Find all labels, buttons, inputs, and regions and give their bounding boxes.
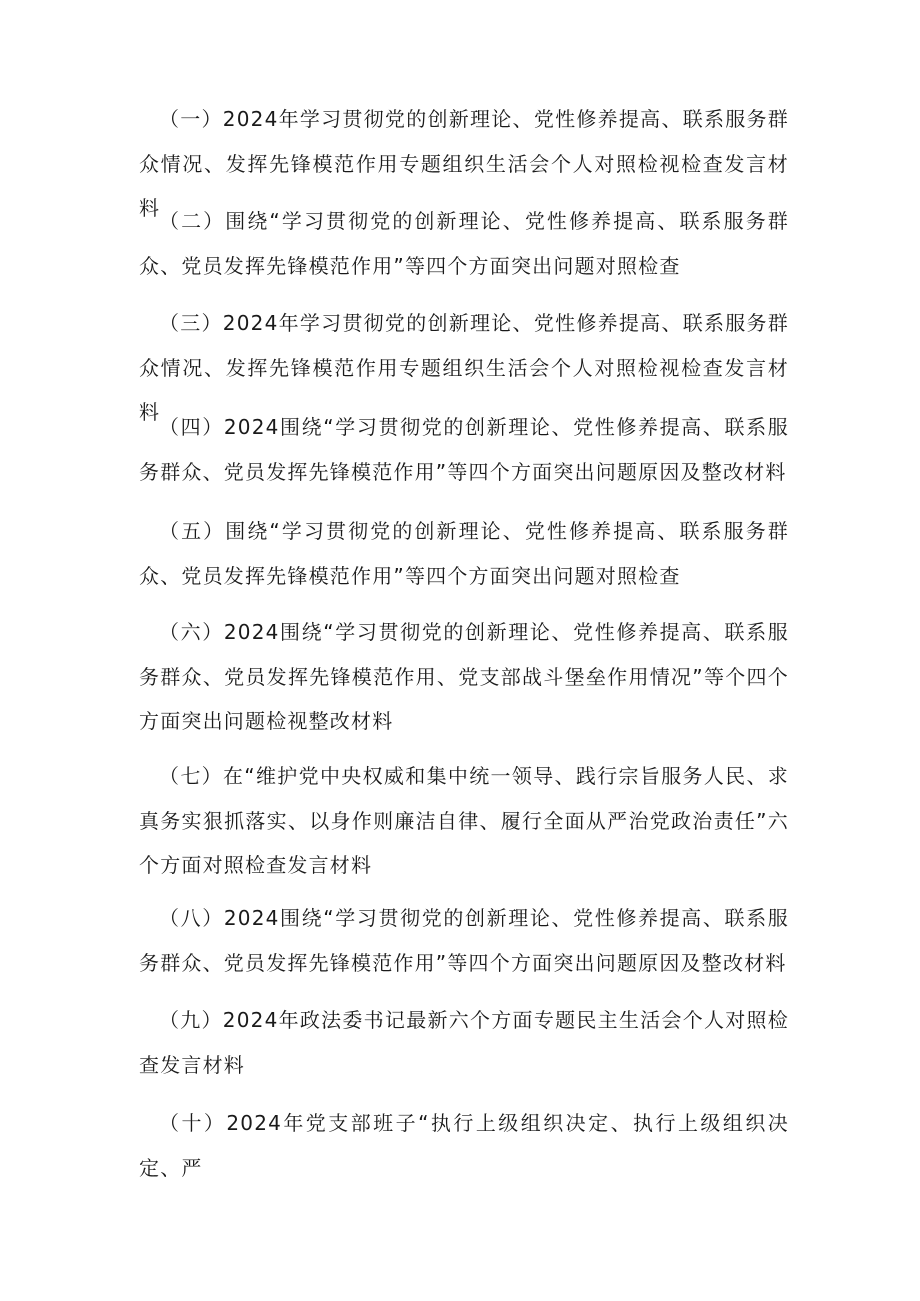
list-item-1: （一）2024年学习贯彻党的创新理论、党性修养提高、联系服务群众情况、发挥先锋模范作用专题组织生活会个人对照检视检查发言材料 <box>139 107 789 220</box>
list-item-4: （四）2024围绕“学习贯彻党的创新理论、党性修养提高、联系服务群众、党员发挥先锋模范作用”等四个方面突出问题原因及整改材料 <box>139 415 789 484</box>
list-item-9: （九）2024年政法委书记最新六个方面专题民主生活会个人对照检查发言材料 <box>139 1008 789 1077</box>
list-item-2: （二）围绕“学习贯彻党的创新理论、党性修养提高、联系服务群众、党员发挥先锋模范作用”等四个方面突出问题对照检查 <box>139 209 789 278</box>
list-item-7: （七）在“维护党中央权威和集中统一领导、践行宗旨服务人民、求真务实狠抓落实、以身作则廉洁自律、履行全面从严治党政治责任”六个方面对照检查发言材料 <box>139 764 789 877</box>
list-item-3: （三）2024年学习贯彻党的创新理论、党性修养提高、联系服务群众情况、发挥先锋模范作用专题组织生活会个人对照检视检查发言材料 <box>139 311 789 424</box>
list-item-5: （五）围绕“学习贯彻党的创新理论、党性修养提高、联系服务群众、党员发挥先锋模范作用”等四个方面突出问题对照检查 <box>139 519 789 588</box>
list-item-10: （十）2024年党支部班子“执行上级组织决定、执行上级组织决定、严 <box>139 1111 789 1180</box>
list-item-6: （六）2024围绕“学习贯彻党的创新理论、党性修养提高、联系服务群众、党员发挥先锋模范作用、党支部战斗堡垒作用情况”等个四个方面突出问题检视整改材料 <box>139 620 789 733</box>
list-item-8: （八）2024围绕“学习贯彻党的创新理论、党性修养提高、联系服务群众、党员发挥先锋模范作用”等四个方面突出问题原因及整改材料 <box>139 906 789 975</box>
